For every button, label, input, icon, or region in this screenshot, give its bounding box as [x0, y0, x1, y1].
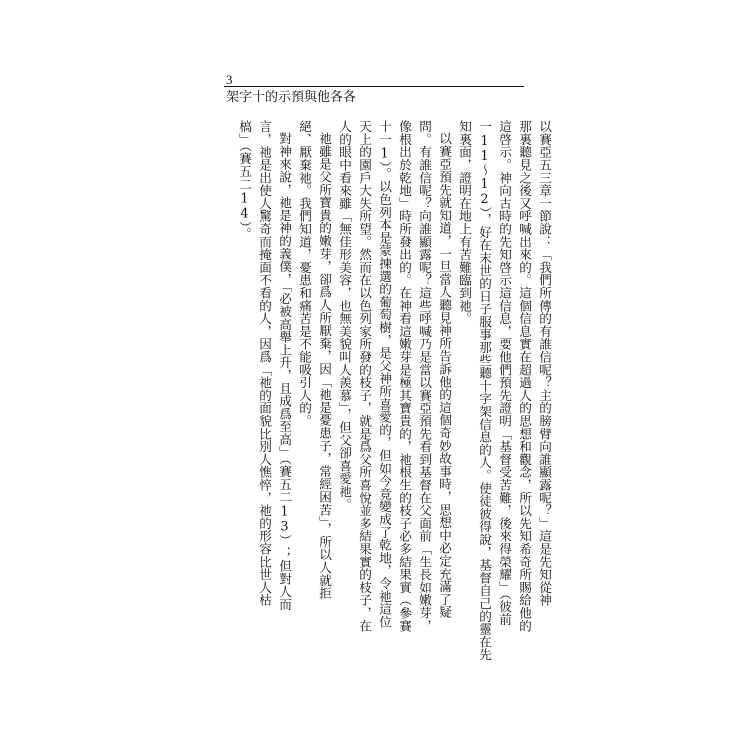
- text-column: 言，祂是出使人驚奇而掩面不看的人，因爲「祂的面貌比別人憔悴，祂的形容比世人枯: [257, 120, 272, 607]
- text-column: 絕、厭棄祂。我們知道，憂患和痛苦是不能吸引人的。: [297, 120, 312, 428]
- text-column: 知裏面，證明在地上有苦難臨到祂。: [457, 120, 472, 325]
- text-column: 人的眼中看來雖「無佳形美容，也無美貌叫人羨慕」，但父卻喜愛祂。: [337, 120, 352, 511]
- text-column: 這啓示。神向古時的先知啓示這信息，要他們預先證明「基督受苦難，後來得榮耀」（彼前: [497, 120, 512, 626]
- text-column: 祂雖是父所寶貴的嫩芽，卻爲人所厭棄，因「祂是憂患子，常經困苦」，所以人就拒: [317, 132, 332, 600]
- text-column: 以賽亞預先就知道，一旦當人聽見神所告訴他的這個奇妙故事時，思想中必定充滿了疑: [437, 132, 452, 619]
- text-column: 那裏聽見之後又呼喊出來的。這個信息實在超過人的思想和觀念，所以先知希奇所賜給他的: [517, 120, 532, 632]
- text-column: 天上的園戶大失所望。然而在以色列家所發的枝子，就是爲父所喜悅並多結果實的枝子，在: [357, 120, 372, 632]
- page-number: 3: [226, 72, 233, 87]
- header-rule: [224, 86, 524, 87]
- body-text: [222, 120, 552, 680]
- text-column: 以賽亞五三章一節說：「我們所傳的有誰信呢？主的膀臂向誰顯露呢？」這是先知從神: [537, 120, 552, 607]
- text-column: 一11～12），好在末世的日子服事那些聽十字架信息的人。使徒彼得說，基督自己的靈在先: [477, 120, 492, 661]
- text-column: 對神來說，祂是神的義僕，「必被高舉上升，且成爲至高」（賽五二13）；但對人而: [277, 132, 292, 611]
- running-head: 架字十的示預與他各各: [226, 90, 357, 105]
- text-column: 問。有誰信呢？向誰顯露呢？這些呼喊乃是當以賽亞預先看到基督在父面前「生長如嫩芽，: [417, 120, 432, 632]
- text-column: 像根出於乾地」時所發出的。在神看這嫩芽是極其寶貴的，祂根生的枝子必多結果實（參賽: [397, 120, 412, 632]
- text-column: 十一1）。以色列本是蒙揀選的葡萄樹，是父神所喜愛的，但如今竟變成了乾地，令祂這位: [377, 120, 392, 629]
- text-column: 槁」（賽五二14）。: [237, 120, 252, 241]
